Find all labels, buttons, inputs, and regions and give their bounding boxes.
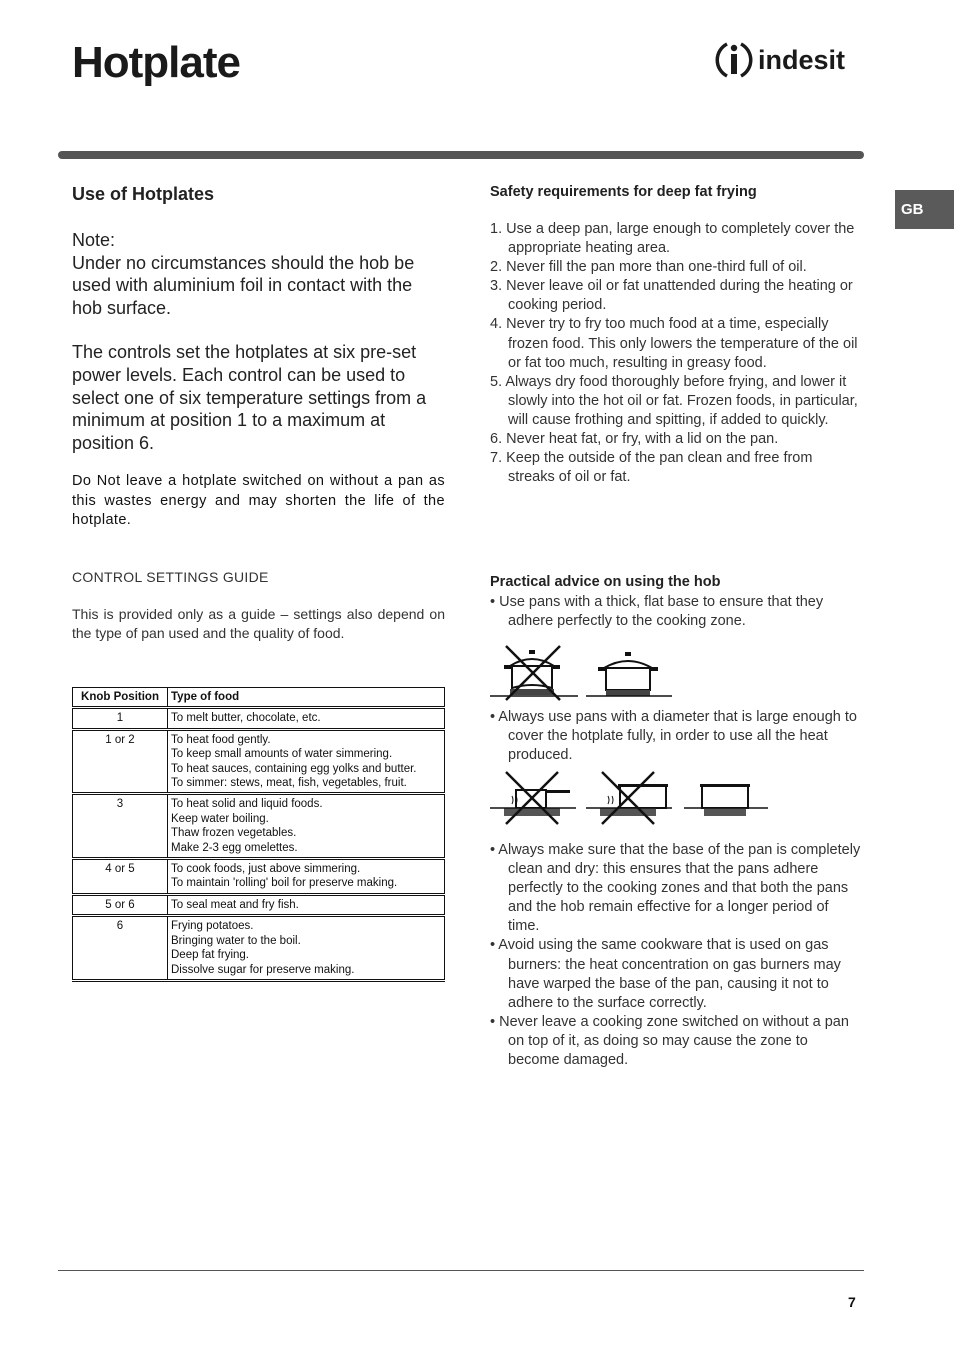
controls-paragraph: The controls set the hotplates at six pre-set power levels. Each control can be used to select one of six temperature settings from a minimum at position 1 to a maximum at position 6.	[72, 342, 427, 453]
pan-base-illustration	[490, 644, 675, 702]
knob-cell: 4 or 5	[73, 859, 168, 895]
indesit-logo	[712, 38, 864, 82]
header-type-of-food: Type of food	[168, 688, 445, 708]
food-line: To keep small amounts of water simmering.	[171, 748, 393, 761]
food-cell	[168, 729, 445, 794]
table-row	[73, 894, 445, 915]
food-line: Frying potatoes.	[171, 920, 254, 933]
small-pan-crossed-icon	[490, 772, 576, 824]
footer-rule	[58, 1270, 864, 1271]
pan-diameter-illustration	[490, 770, 770, 826]
food-line: To melt butter, chocolate, etc.	[171, 712, 321, 725]
header-knob-position: Knob Position	[73, 688, 168, 708]
table-row	[73, 708, 445, 729]
food-cell	[168, 916, 445, 981]
food-line: To seal meat and fry fish.	[171, 898, 299, 911]
list-item: 4. Never try to fry too much food at a time, especially frozen food. This only lowers the temperature of the oil or fat too much, resulting in greasy food.	[490, 316, 858, 371]
knob-cell: 1 or 2	[73, 729, 168, 794]
food-line: Deep fat frying.	[171, 949, 249, 962]
food-line: Make 2-3 egg omelettes.	[171, 841, 298, 854]
food-line: To heat solid and liquid foods.	[171, 798, 323, 811]
list-item: • Always make sure that the base of the pan is completely clean and dry: this ensures that the pans adhere perfectly to the cooking zones and that both the pans and the hob remain effective for a longer period of time.	[490, 842, 861, 935]
offset-pan-crossed-icon	[586, 772, 672, 824]
language-tab: GB	[895, 190, 954, 229]
page-number: 7	[848, 1294, 856, 1310]
table-header-row	[73, 688, 445, 708]
correct-pan-icon	[684, 784, 768, 816]
food-cell	[168, 859, 445, 895]
food-line: To maintain 'rolling' boil for preserve making.	[171, 877, 398, 890]
table-row	[73, 729, 445, 794]
food-line: To cook foods, just above simmering.	[171, 863, 361, 876]
note-paragraph	[72, 229, 445, 319]
knob-cell: 1	[73, 708, 168, 729]
list-item: 2. Never fill the pan more than one-third full of oil.	[490, 259, 807, 276]
knob-cell: 3	[73, 794, 168, 859]
food-line: To heat sauces, containing egg yolks and butter.	[171, 762, 417, 775]
control-settings-table	[72, 687, 445, 982]
list-item: • Use pans with a thick, flat base to ensure that they adhere perfectly to the cooking zone.	[490, 594, 824, 630]
page-title: Hotplate	[72, 38, 240, 87]
practical-list-2	[490, 708, 862, 765]
food-line: To heat food gently.	[171, 733, 271, 746]
safety-heading: Safety requirements for deep fat frying	[490, 184, 757, 200]
list-item: • Avoid using the same cookware that is used on gas burners: the heat concentration on gas burners may have warped the base of the pan, causing it not to adhere to the surface correctly.	[490, 937, 841, 1011]
use-of-hotplates-heading: Use of Hotplates	[72, 184, 215, 204]
guide-heading: CONTROL SETTINGS GUIDE	[72, 568, 269, 585]
food-line: To simmer: stews, meat, fish, vegetables, fruit.	[171, 777, 407, 790]
table-row	[73, 859, 445, 895]
indesit-logo-mark	[712, 38, 756, 82]
food-line: Thaw frozen vegetables.	[171, 827, 297, 840]
knob-cell: 6	[73, 916, 168, 981]
practical-heading: Practical advice on using the hob	[490, 574, 721, 590]
food-line: Bringing water to the boil.	[171, 934, 301, 947]
list-item: 1. Use a deep pan, large enough to completely cover the appropriate heating area.	[490, 221, 855, 257]
list-item: 5. Always dry food thoroughly before frying, and lower it slowly into the hot oil or fat. Frozen foods, in particular, will cause frothing and spitting, if added to quickly.	[490, 373, 858, 428]
flat-pan-icon	[586, 652, 672, 696]
warped-pan-crossed-icon	[490, 646, 578, 700]
table-row	[73, 916, 445, 981]
warning-paragraph: Do Not leave a hotplate switched on without a pan as this wastes energy and may shorten the life of the hotplate.	[72, 473, 445, 529]
list-item: 3. Never leave oil or fat unattended during the heating or cooking period.	[490, 278, 853, 314]
guide-paragraph: This is provided only as a guide – settings also depend on the type of pan used and the quality of food.	[72, 605, 445, 641]
knob-cell: 5 or 6	[73, 894, 168, 915]
safety-section	[490, 184, 860, 487]
table-row	[73, 794, 445, 859]
list-item: 7. Keep the outside of the pan clean and free from streaks of oil or fat.	[490, 450, 813, 486]
safety-list	[490, 220, 860, 487]
food-cell	[168, 894, 445, 915]
food-cell	[168, 794, 445, 859]
practical-list-1	[490, 593, 862, 631]
practical-list-3	[490, 841, 862, 1070]
note-text: Under no circumstances should the hob be used with aluminium foil in contact with the hob surface.	[72, 252, 415, 318]
header-rule	[58, 151, 864, 159]
food-line: Dissolve sugar for preserve making.	[171, 963, 355, 976]
list-item: • Always use pans with a diameter that is large enough to cover the hotplate fully, in order to use all the heat produced.	[490, 709, 857, 764]
note-label: Note:	[72, 230, 116, 250]
list-item: 6. Never heat fat, or fry, with a lid on the pan.	[490, 431, 779, 448]
left-column	[72, 184, 445, 643]
brand-name: indesit	[758, 45, 846, 75]
food-line: Keep water boiling.	[171, 812, 269, 825]
list-item: • Never leave a cooking zone switched on without a pan on top of it, as doing so may cause the zone to become damaged.	[490, 1013, 849, 1069]
food-cell	[168, 708, 445, 729]
